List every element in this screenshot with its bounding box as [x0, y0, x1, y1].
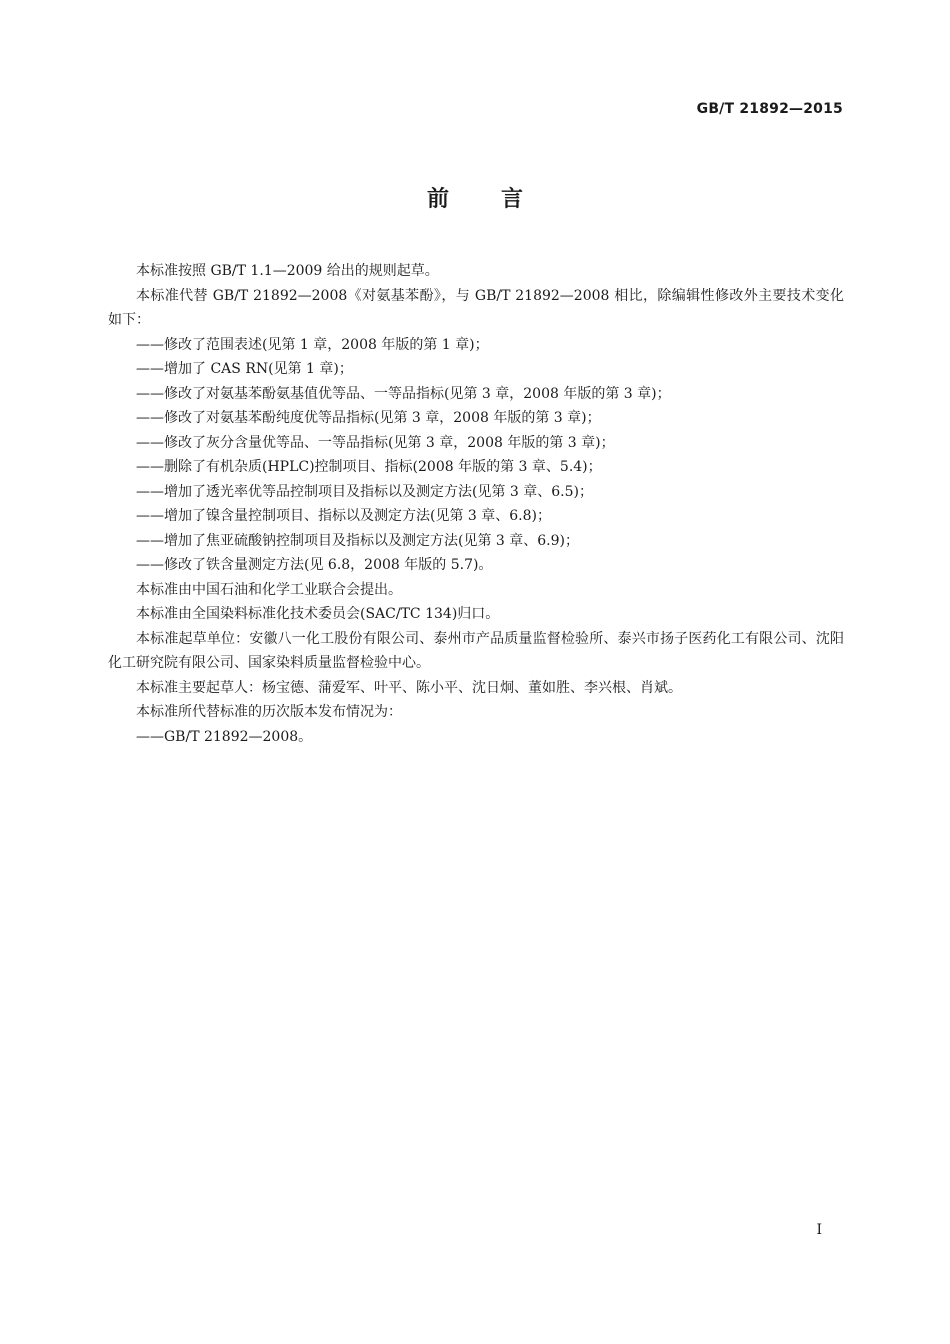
paragraph: 本标准起草单位：安徽八一化工股份有限公司、泰州市产品质量监督检验所、泰兴市扬子医药化工有限公司、沈阳化工研究院有限公司、国家染料质量监督检验中心。 — [108, 630, 844, 671]
change-item: ——修改了铁含量测定方法(见 6.8，2008 年版的 5.7)。 — [136, 557, 493, 573]
page-number: I — [816, 1222, 822, 1238]
paragraph: 本标准所代替标准的历次版本发布情况为： — [136, 704, 402, 720]
standard-code: GB/T 21892—2015 — [696, 101, 843, 117]
history-item: ——GB/T 21892—2008。 — [136, 728, 313, 745]
paragraph: 本标准主要起草人：杨宝德、蒲爱军、叶平、陈小平、沈日炯、董如胜、李兴根、肖斌。 — [136, 679, 682, 696]
change-item: ——修改了对氨基苯酚氨基值优等品、一等品指标(见第 3 章，2008 年版的第 3 章)； — [136, 385, 671, 402]
page-title — [0, 182, 950, 213]
foreword-body — [108, 259, 844, 749]
title-char-2: 言 — [501, 187, 524, 212]
change-item: ——修改了范围表述(见第 1 章，2008 年版的第 1 章)； — [136, 336, 489, 353]
change-item: ——修改了灰分含量优等品、一等品指标(见第 3 章，2008 年版的第 3 章)； — [136, 434, 615, 451]
paragraph: 本标准代替 GB/T 21892—2008《对氨基苯酚》，与 GB/T 21892—2008 相比，除编辑性修改外主要技术变化如下： — [108, 287, 844, 328]
change-item: ——修改了对氨基苯酚纯度优等品指标(见第 3 章，2008 年版的第 3 章)； — [136, 410, 601, 426]
paragraph: 本标准由全国染料标准化技术委员会(SAC/TC 134)归口。 — [136, 606, 500, 622]
title-char-1: 前 — [426, 187, 449, 212]
change-item: ——增加了焦亚硫酸钠控制项目及指标以及测定方法(见第 3 章、6.9)； — [136, 532, 579, 549]
paragraph: 本标准按照 GB/T 1.1—2009 给出的规则起草。 — [136, 263, 439, 279]
paragraph: 本标准由中国石油和化学工业联合会提出。 — [136, 581, 402, 598]
change-item: ——增加了 CAS RN(见第 1 章)； — [136, 361, 353, 377]
change-item: ——删除了有机杂质(HPLC)控制项目、指标(2008 年版的第 3 章、5.4)； — [136, 459, 602, 475]
change-item: ——增加了镍含量控制项目、指标以及测定方法(见第 3 章、6.8)； — [136, 508, 551, 524]
change-item: ——增加了透光率优等品控制项目及指标以及测定方法(见第 3 章、6.5)； — [136, 483, 593, 500]
